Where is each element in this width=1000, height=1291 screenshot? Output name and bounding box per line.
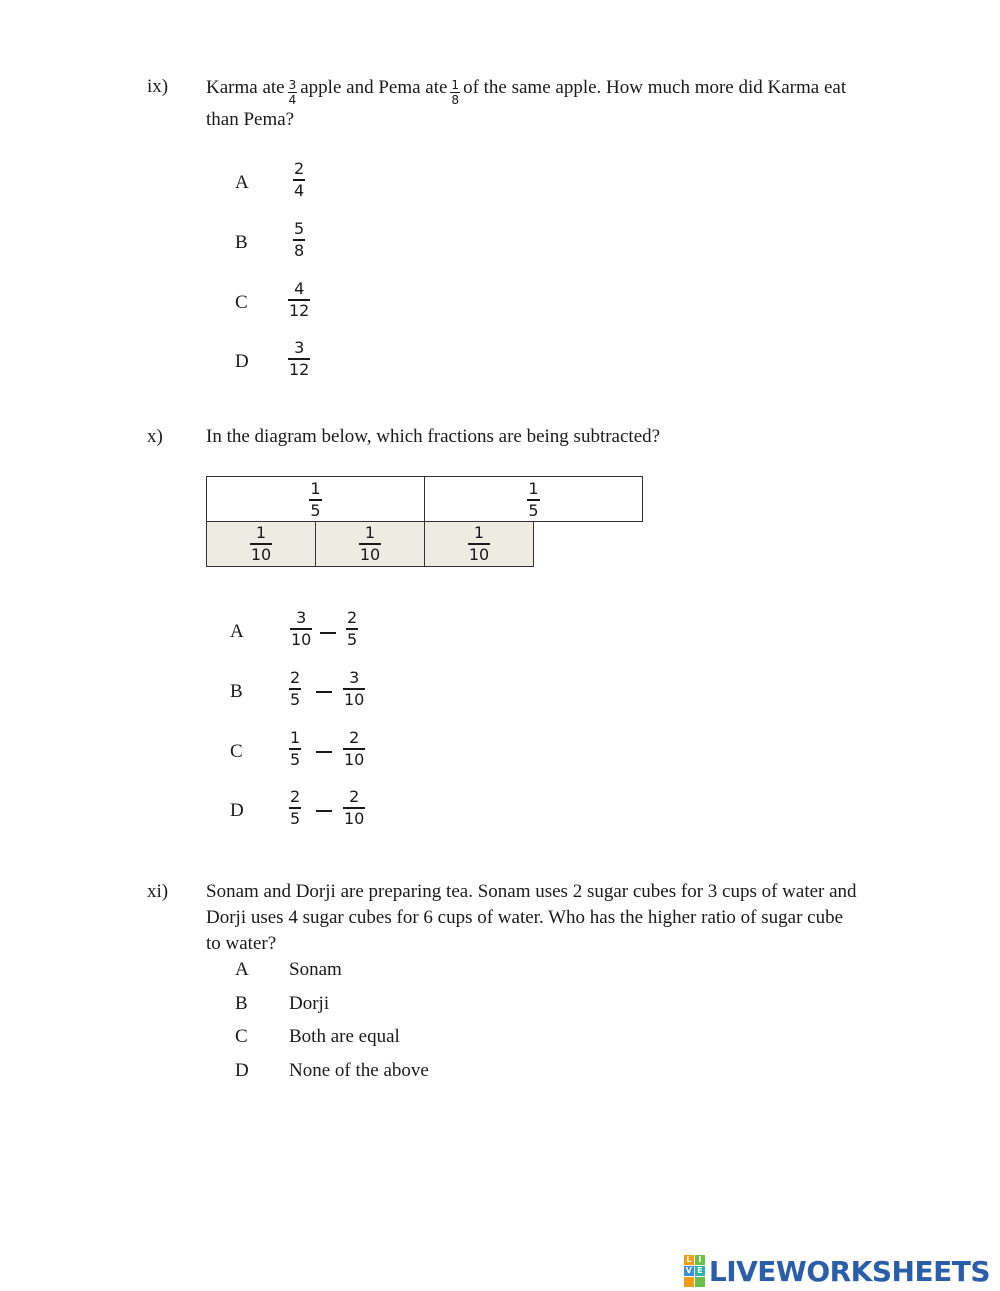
q9-option-a-letter: A [235,172,249,193]
q9-question-line2: than Pema? [206,109,295,130]
q10-option-a-minus [320,632,336,634]
q10-d-left-num: 2 [290,787,301,806]
logo-mark-block-2 [695,1277,705,1287]
q10-option-a-letter: A [230,621,244,642]
q9-frac-a [288,78,298,107]
diagram-top-cell-2-frac [527,479,539,521]
diagram-bottom-cell-3 [424,521,534,567]
q9-option-c-num: 4 [294,279,305,298]
q9-option-a-value[interactable] [293,159,305,201]
q10-option-a-left[interactable] [290,608,312,650]
logo-mark-e: E [695,1266,705,1276]
q9-option-d-letter: D [235,351,249,372]
q10-option-b-minus [316,691,332,693]
q9-frac-a-den: 4 [288,93,297,108]
q10-c-right-den: 10 [344,749,365,769]
q10-option-d-left[interactable] [289,787,301,829]
q10-a-right-num: 2 [347,608,358,627]
logo-mark-l: L [684,1255,694,1265]
q11-question-line2: Dorji uses 4 sugar cubes for 6 cups of water. Who has the higher ratio of sugar cube [206,907,844,928]
q9-option-c-letter: C [235,292,248,313]
q9-option-d-value[interactable] [288,338,310,380]
q10-option-c-left[interactable] [289,728,301,770]
q9-frac-a-num: 3 [288,78,297,92]
q10-option-d-right[interactable] [343,787,365,829]
q10-option-c-right[interactable] [343,728,365,770]
logo-mark-i: I [695,1255,705,1265]
q11-question-line1: Sonam and Dorji are preparing tea. Sonam uses 2 sugar cubes for 3 cups of water and [206,881,857,902]
q11-option-b-text[interactable]: Dorji [289,993,330,1014]
q10-option-d-minus [316,810,332,812]
q10-option-d-letter: D [230,800,244,821]
q10-c-right-num: 2 [349,728,360,747]
q9-option-a-num: 2 [294,159,305,178]
q10-question: In the diagram below, which fractions are being subtracted? [206,426,661,447]
diagram-top-cell-2 [424,476,643,522]
q10-b-right-den: 10 [344,689,365,709]
q9-option-b-letter: B [235,232,248,253]
diagram-bottom-2-num: 1 [364,523,376,542]
q11-number: xi) [147,881,169,902]
q10-d-right-den: 10 [344,808,365,828]
q11-option-b-letter: B [235,993,248,1014]
diagram-top-2-num: 1 [528,479,539,498]
q11-question-line3: to water? [206,933,277,954]
diagram-bottom-cell-2-frac [359,523,381,566]
diagram-top-cell-1-frac [309,479,321,521]
q11-option-c-text[interactable]: Both are equal [289,1026,400,1047]
q9-frac-b-den: 8 [451,93,460,108]
q9-number: ix) [147,76,169,97]
liveworksheets-logo [684,1254,990,1288]
q11-option-d-letter: D [235,1060,249,1081]
q10-d-right-num: 2 [349,787,360,806]
q10-a-left-den: 10 [291,629,312,649]
q10-option-a-right[interactable] [346,608,358,650]
q10-c-left-den: 5 [290,749,301,769]
q10-a-right-den: 5 [347,629,358,649]
diagram-bottom-1-den: 10 [250,544,272,564]
q10-option-b-letter: B [230,681,243,702]
diagram-top-1-den: 5 [310,500,321,520]
diagram-bottom-2-den: 10 [359,544,381,564]
q9-option-b-num: 5 [294,219,305,238]
q9-frac-b-num: 1 [451,78,460,92]
q9-text-c: of the same apple. How much more did Karma eat [463,77,847,99]
q9-frac-b [450,78,460,107]
q10-b-left-den: 5 [290,689,301,709]
q10-a-left-num: 3 [296,608,307,627]
q9-text-a: Karma ate [206,77,285,99]
q9-option-c-value[interactable] [288,279,310,321]
diagram-bottom-3-den: 10 [468,544,490,564]
q10-number: x) [147,426,163,447]
liveworksheets-logo-mark [684,1255,705,1287]
diagram-bottom-cell-3-frac [468,523,490,566]
q11-option-a-text[interactable]: Sonam [289,959,342,980]
q11-option-a-letter: A [235,959,249,980]
liveworksheets-logo-text: LIVEWORKSHEETS [708,1254,990,1288]
q10-d-left-den: 5 [290,808,301,828]
diagram-bottom-1-num: 1 [255,523,267,542]
logo-mark-v: V [685,1266,692,1275]
diagram-bottom-cell-1-frac [250,523,272,566]
diagram-top-cell-1 [206,476,425,522]
q10-b-left-num: 2 [290,668,301,687]
logo-mark-block-1 [684,1277,694,1287]
diagram-bottom-3-num: 1 [473,523,485,542]
q10-b-right-num: 3 [349,668,360,687]
q9-option-c-den: 12 [289,300,310,320]
diagram-bottom-cell-1 [206,521,316,567]
q9-question-line1 [206,74,847,108]
q11-option-c-letter: C [235,1026,248,1047]
q10-option-b-left[interactable] [289,668,301,710]
q9-option-a-den: 4 [294,180,305,200]
diagram-bottom-cell-2 [315,521,425,567]
diagram-top-2-den: 5 [528,500,539,520]
q9-option-b-den: 8 [294,240,305,260]
q10-option-b-right[interactable] [343,668,365,710]
q10-option-c-minus [316,751,332,753]
q9-text-b: apple and Pema ate [300,77,448,99]
q10-c-left-num: 1 [290,728,301,747]
diagram-top-1-num: 1 [310,479,321,498]
q9-option-d-den: 12 [289,359,310,379]
q9-option-d-num: 3 [294,338,305,357]
q9-option-b-value[interactable] [293,219,305,261]
q10-option-c-letter: C [230,741,243,762]
q11-option-d-text[interactable]: None of the above [289,1060,429,1081]
